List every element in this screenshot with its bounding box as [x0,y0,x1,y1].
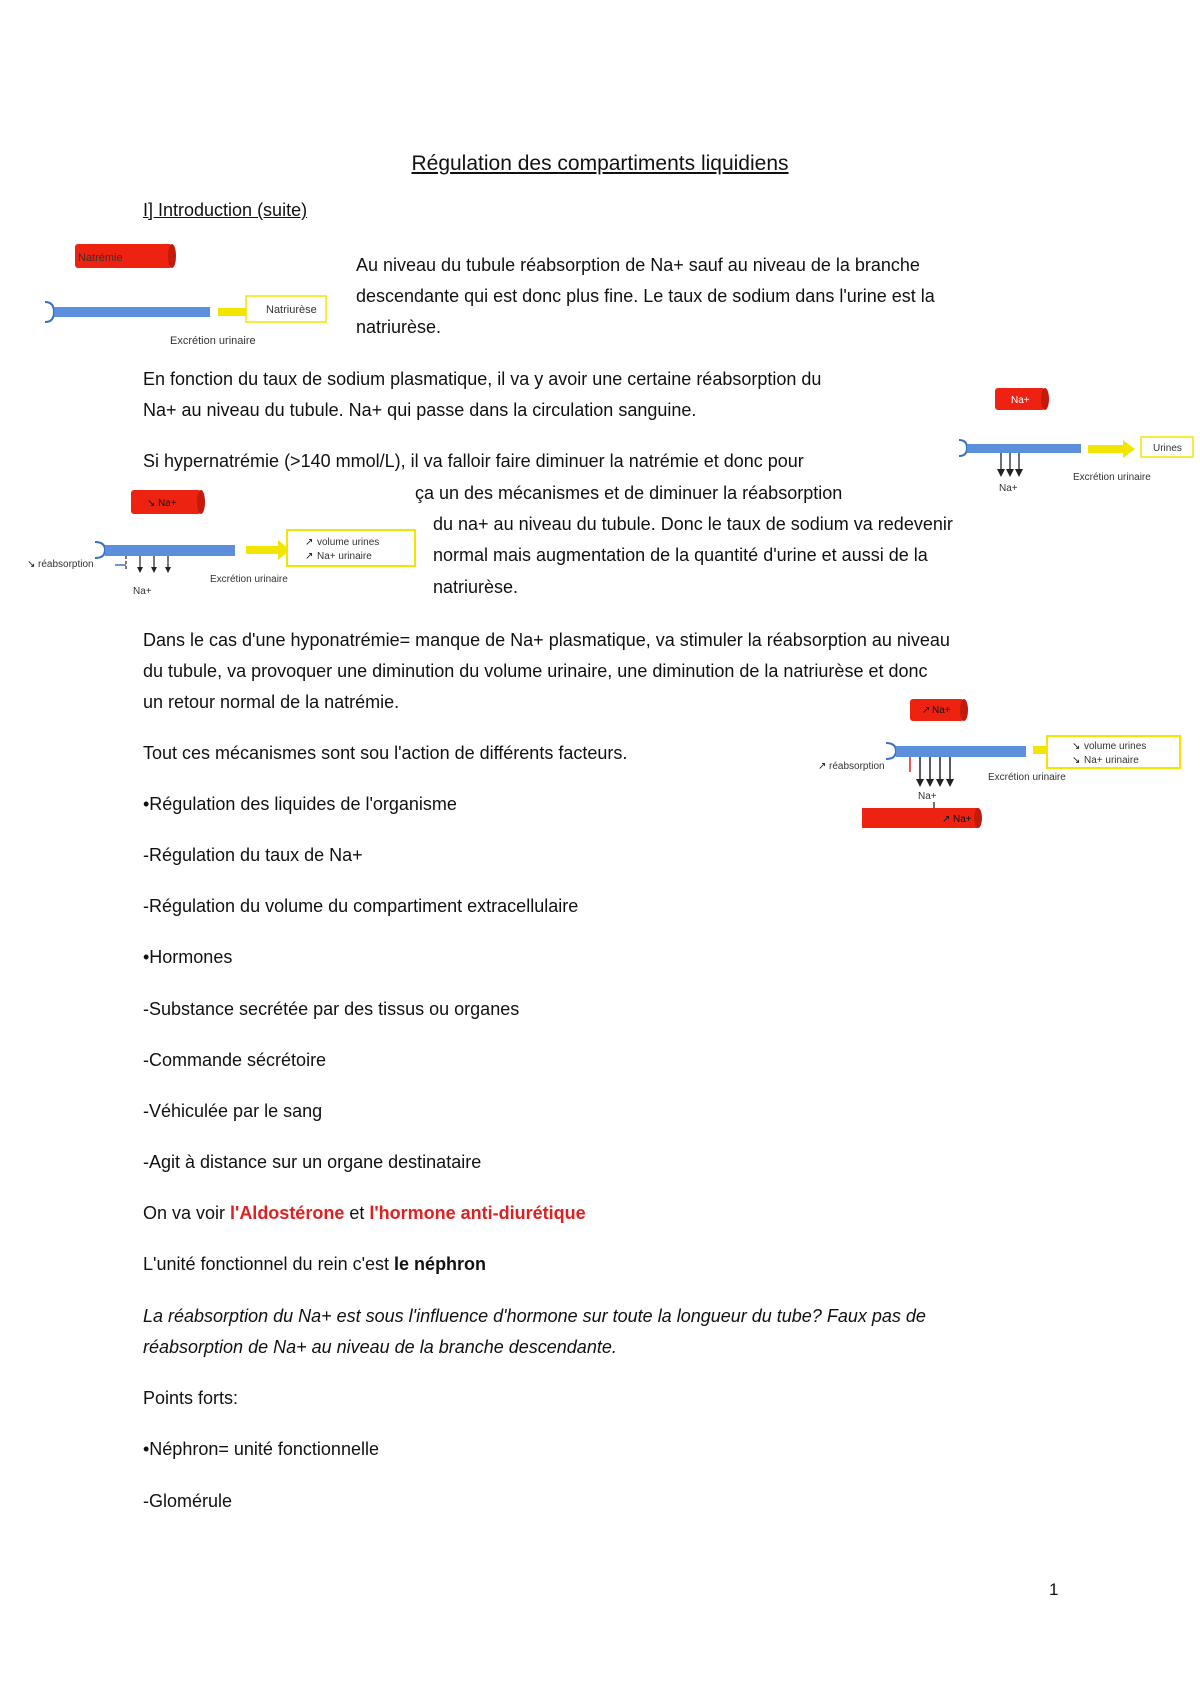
diagram-urines [955,385,1200,500]
hormones-and: et [344,1203,370,1223]
na-below-label: Na+ [999,483,1018,494]
svg-text:↘: ↘ [147,498,156,509]
diagram-hyponatremie [810,696,1185,831]
urines-label: Urines [1153,443,1182,454]
page-title: Régulation des compartiments liquidiens [411,152,789,175]
natriurese-label: Natriurèse [266,304,317,316]
points-forts-heading: Points forts: [143,1388,239,1408]
list-item: •Néphron= unité fonctionnelle [143,1439,379,1459]
section-heading: I] Introduction (suite) [143,200,308,220]
na-label: Na+ [1011,395,1030,406]
na-blood-label: Na+ [953,814,972,825]
hormones-line [143,1198,586,1229]
nephron-line [143,1249,486,1280]
list-item: -Substance secrétée par des tissus ou organes [143,999,520,1019]
excretion-label: Excrétion urinaire [988,772,1066,783]
svg-text:↘: ↘ [1072,755,1081,766]
diagram-hypernatremie [25,488,420,598]
svg-text:↘: ↘ [27,559,36,570]
para2-line2: Na+ au niveau du tubule. Na+ qui passe dans la circulation sanguine. [143,400,697,420]
para1-line3: natriurèse. [356,317,442,337]
para2-line1: En fonction du taux de sodium plasmatique, il va y avoir une certaine réabsorption du [143,369,822,389]
para3-line2: ça un des mécanismes et de diminuer la réabsorption [415,483,843,503]
na-below-label: Na+ [133,586,152,597]
yellow-arrow [246,540,290,560]
para5: Tout ces mécanismes sont sou l'action de différents facteurs. [143,743,628,763]
page-number: 1 [1049,1580,1059,1599]
na-label: Na+ [158,498,177,509]
list-item: •Régulation des liquides de l'organisme [143,794,457,814]
list-item: •Hormones [143,947,233,967]
aldosterone-term: l'Aldostérone [230,1203,345,1223]
excretion-label: Excrétion urinaire [170,335,256,347]
para1-line1: Au niveau du tubule réabsorption de Na+ sauf au niveau de la branche [356,255,920,275]
tubule-bar [896,746,1026,757]
para1-line2: descendante qui est donc plus fine. Le taux de sodium dans l'urine est la [356,286,935,306]
excretion-label: Excrétion urinaire [210,574,288,585]
tubule-bar [105,545,235,556]
list-item: -Agit à distance sur un organe destinataire [143,1152,482,1172]
para4-line3: un retour normal de la natrémie. [143,692,400,712]
list-item: -Régulation du volume du compartiment extracellulaire [143,896,579,916]
para3-line1: Si hypernatrémie (>140 mmol/L), il va falloir faire diminuer la natrémie et donc pour [143,451,804,471]
para3-line5: natriurèse. [433,577,519,597]
para4-line2: du tubule, va provoquer une diminution du volume urinaire, une diminution de la natriurèse et donc [143,661,928,681]
nephron-term: le néphron [394,1254,487,1274]
italic-line1: La réabsorption du Na+ est sous l'influence d'hormone sur toute la longueur du tube? Faux pas de [143,1306,926,1326]
tubule-bar [54,307,210,317]
excretion-label: Excrétion urinaire [1073,472,1151,483]
nephron-prefix: L'unité fonctionnel du rein c'est [143,1254,395,1274]
list-item: -Glomérule [143,1491,233,1511]
volume-label: volume urines [1084,741,1147,752]
tubule-bar [967,444,1081,453]
na-label: Na+ [932,705,951,716]
list-item: -Véhiculée par le sang [143,1101,323,1121]
na-urinaire-label: Na+ urinaire [1084,755,1139,766]
svg-text:↗: ↗ [305,551,314,562]
svg-text:↗: ↗ [922,705,931,716]
diagram-natriurese [40,240,340,350]
svg-text:↘: ↘ [1072,741,1081,752]
reabsorption-label: réabsorption [829,761,885,772]
list-item: -Régulation du taux de Na+ [143,845,363,865]
svg-text:↗: ↗ [942,814,951,825]
svg-text:↗: ↗ [818,761,827,772]
reabsorption-label: réabsorption [38,559,94,570]
yellow-arrow [1088,440,1135,458]
natremie-label: Natrémie [78,252,123,264]
list-item: -Commande sécrétoire [143,1050,327,1070]
svg-text:↗: ↗ [305,537,314,548]
na-urinaire-label: Na+ urinaire [317,551,372,562]
italic-line2: réabsorption de Na+ au niveau de la branche descendante. [143,1337,617,1357]
para4-line1: Dans le cas d'une hyponatrémie= manque de Na+ plasmatique, va stimuler la réabsorption au niveau [143,630,950,650]
para3-line3: du na+ au niveau du tubule. Donc le taux de sodium va redevenir [433,514,953,534]
na-below-label: Na+ [918,791,937,802]
hormones-prefix: On va voir [143,1203,231,1223]
adh-term: l'hormone anti-diurétique [369,1203,586,1223]
para3-line4: normal mais augmentation de la quantité d'urine et aussi de la [433,545,928,565]
volume-label: volume urines [317,537,380,548]
